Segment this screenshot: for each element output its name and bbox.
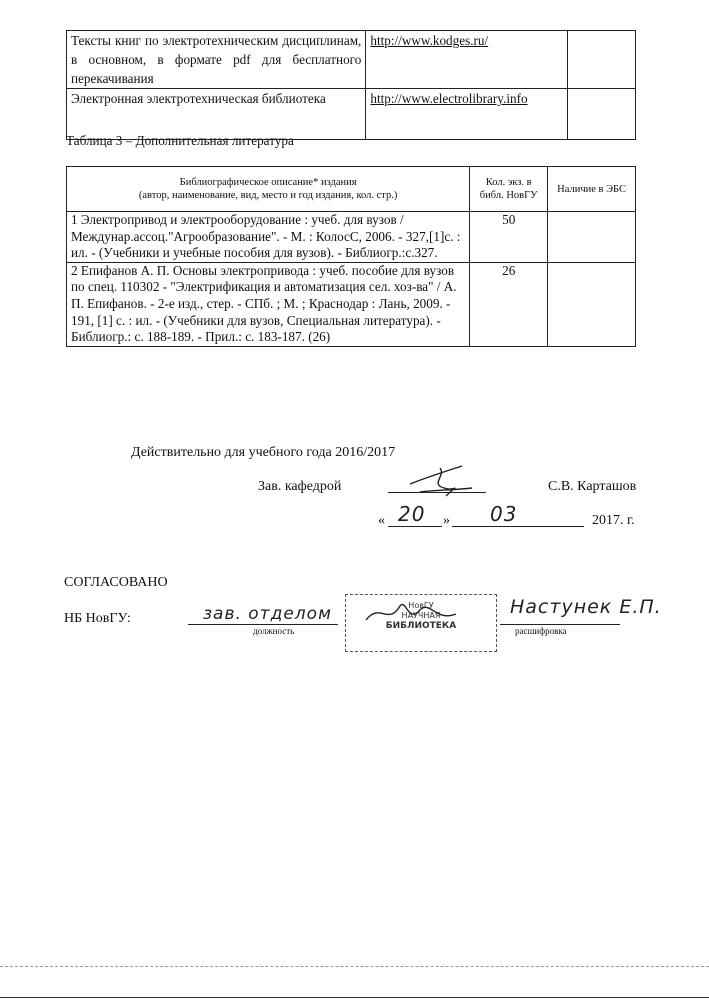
table-row xyxy=(67,31,636,89)
date-month: 03 xyxy=(490,502,518,526)
month-line xyxy=(452,526,584,527)
day-line xyxy=(388,526,442,527)
position-line xyxy=(188,624,338,625)
date-open-quote: « xyxy=(378,513,385,528)
position-caption: должность xyxy=(253,626,295,636)
library-stamp: НовГУ НАУЧНАЯ БИБЛИОТЕКА xyxy=(345,594,497,652)
page-bottom-rule xyxy=(0,997,709,998)
table-row xyxy=(67,262,636,346)
table-caption: Таблица 3 – Дополнительная литература xyxy=(66,133,294,148)
head-label: Зав. кафедрой xyxy=(258,479,342,494)
table-row xyxy=(67,212,636,263)
name-line xyxy=(500,624,620,625)
book-ebs xyxy=(548,212,636,263)
date-close-quote: » xyxy=(443,513,450,528)
resource-link[interactable]: http://www.electrolibrary.info xyxy=(370,91,528,106)
scan-artifact-line xyxy=(0,966,709,967)
name-handwritten: Настунек Е.П. xyxy=(510,596,662,618)
position-handwritten: зав. отделом xyxy=(203,604,332,624)
resource-link[interactable]: http://www.kodges.ru/ xyxy=(370,33,489,48)
book-description: 1 Электропривод и электрооборудование : учеб. для вузов / Междунар.ассоц."Агрообразование". - М. : КолосС, 2006. - 327,[1]с. : ил. - (Учебники и учебные пособия для вузов). - Библиогр.:с.327. xyxy=(67,212,470,263)
book-count: 26 xyxy=(470,262,548,346)
table-row xyxy=(67,89,636,140)
table-header-row xyxy=(67,167,636,212)
empty-cell xyxy=(568,31,636,89)
resources-table xyxy=(66,30,636,140)
head-signature xyxy=(400,462,480,502)
book-description: 2 Епифанов А. П. Основы электропривода : учеб. пособие для вузов по спец. 110302 - "Электрификация и автоматизация сел. хоз-ва" / А. П. Епифанов. - 2-е изд., стер. - СПб. ; М. ; Краснодар : Лань, 2009. - 191, [1] с. : ил. - (Учебники для вузов, Специальная литература). - Библиогр.: с. 188-189. - Прил.: с. 183-187. (26) xyxy=(67,262,470,346)
literature-table xyxy=(66,166,636,347)
book-ebs xyxy=(548,262,636,346)
column-header-count: Кол. экз. в библ. НовГУ xyxy=(470,167,548,212)
approval-title: СОГЛАСОВАНО xyxy=(64,575,168,590)
approval-org: НБ НовГУ: xyxy=(64,611,131,626)
head-name: С.В. Карташов xyxy=(548,479,637,494)
column-header-description: Библиографическое описание* издания (автор, наименование, вид, место и год издания, кол. стр.) xyxy=(67,167,470,212)
book-count: 50 xyxy=(470,212,548,263)
empty-cell xyxy=(568,89,636,140)
approval-signature xyxy=(360,596,470,632)
validity-text: Действительно для учебного года 2016/2017 xyxy=(131,445,396,460)
name-caption: расшифровка xyxy=(515,626,567,636)
resource-description: Электронная электротехническая библиотека xyxy=(67,89,366,140)
resource-description: Тексты книг по электротехническим дисциплинам, в основном, в формате pdf для бесплатного перекачивания xyxy=(67,31,366,89)
date-year: 2017. г. xyxy=(592,513,635,528)
column-header-ebs: Наличие в ЭБС xyxy=(548,167,636,212)
date-day: 20 xyxy=(398,502,426,526)
